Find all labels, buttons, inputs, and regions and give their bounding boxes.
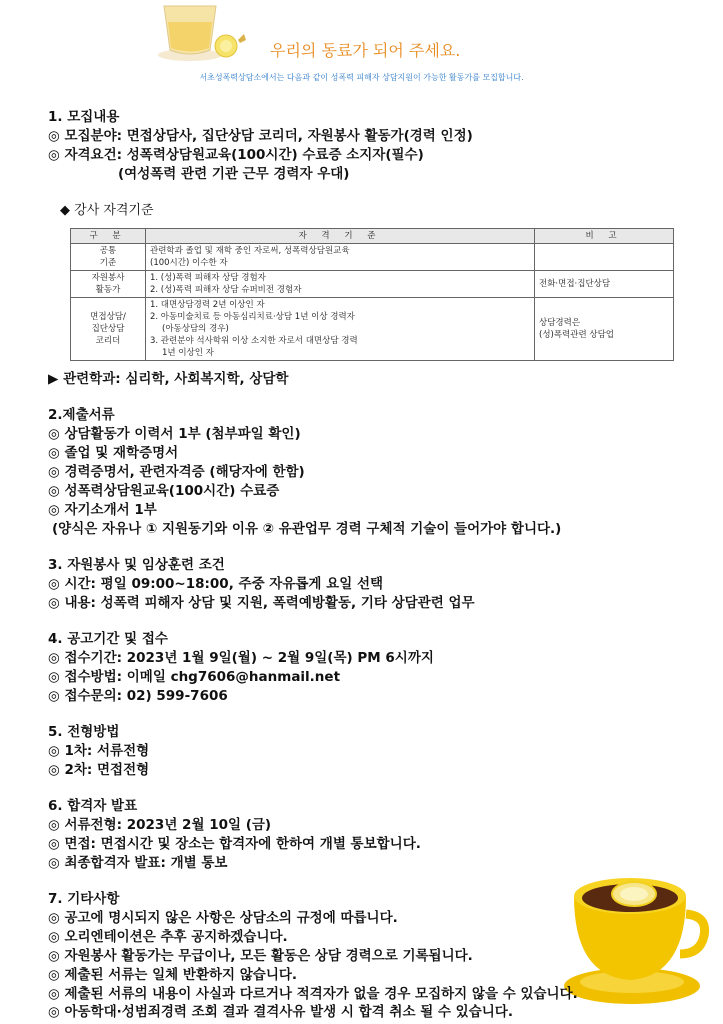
list-item: ◎ 공고에 명시되지 않은 사항은 상담소의 규정에 따릅니다. <box>48 910 398 926</box>
list-item: ◎ 접수기간: 2023년 1월 9일(월) ~ 2월 9일(목) PM 6시까지 <box>48 650 434 666</box>
section-3-heading: 3. 자원봉사 및 임상훈련 조건 <box>48 557 225 573</box>
table-row <box>71 244 674 271</box>
list-item: ◎ 접수문의: 02) 599-7606 <box>48 688 228 704</box>
list-item: ◎ 오리엔테이션은 추후 공지하겠습니다. <box>48 929 288 945</box>
recruit-field: ◎ 모집분야: 면접상담사, 집단상담 코리더, 자원봉사 활동가(경력 인정) <box>48 128 473 144</box>
table-header-note: 비 고 <box>535 229 674 244</box>
page-title: 우리의 동료가 되어 주세요. <box>270 41 461 60</box>
list-item: ◎ 접수방법: 이메일 chg7606@hanmail.net <box>48 669 341 685</box>
qualification: ◎ 자격요건: 성폭력상담원교육(100시간) 수료증 소지자(필수) <box>48 147 424 163</box>
list-item: ◎ 경력증명서, 관련자격증 (해당자에 한함) <box>48 464 305 480</box>
table-cell-category: 공통 기준 <box>71 244 146 271</box>
section-1-heading: 1. 모집내용 <box>48 109 120 125</box>
list-item: ◎ 서류전형: 2023년 2월 10일 (금) <box>48 817 272 833</box>
list-item: ◎ 제출된 서류는 일체 반환하지 않습니다. <box>48 967 298 983</box>
list-item: ◎ 1차: 서류전형 <box>48 743 150 759</box>
list-item: ◎ 자원봉사 활동가는 무급이나, 모든 활동은 상담 경력으로 기록됩니다. <box>48 948 473 964</box>
list-item: ◎ 아동학대·성범죄경력 조회 결과 결격사유 발생 시 합격 취소 될 수 있습니다. <box>48 1004 513 1020</box>
table-cell-note: 전화·면접·집단상담 <box>535 271 674 298</box>
table-cell-note <box>535 244 674 271</box>
list-item: ◎ 상담활동가 이력서 1부 (첨부파일 확인) <box>48 426 301 442</box>
list-item: ◎ 2차: 면접전형 <box>48 762 150 778</box>
criteria-table <box>70 228 674 361</box>
table-cell-category: 면접상담/ 집단상담 코리더 <box>71 298 146 361</box>
section-7-heading: 7. 기타사항 <box>48 891 120 907</box>
tea-cup-illustration <box>560 858 710 1008</box>
list-item: ◎ 제출된 서류의 내용이 사실과 다르거나 적격자가 없을 경우 모집하지 않을 수 있습니다. <box>48 986 578 1002</box>
list-item: ◎ 자기소개서 1부 <box>48 502 157 518</box>
criteria-heading: ◆ 강사 자격기준 <box>60 203 154 218</box>
table-cell-criteria: 1. (성)폭력 피해자 상담 경험자 2. (성)폭력 피해자 상담 슈퍼비전 경험자 <box>146 271 535 298</box>
section-6-heading: 6. 합격자 발표 <box>48 798 138 814</box>
table-cell-note: 상담경력은 (성)폭력관련 상담업 <box>535 298 674 361</box>
list-item: ◎ 내용: 성폭력 피해자 상담 및 지원, 폭력예방활동, 기타 상담관련 업무 <box>48 595 475 611</box>
page-subtitle: 서초성폭력상담소에서는 다음과 같이 성폭력 피해자 상담지원이 가능한 활동가를 모집합니다. <box>199 73 524 82</box>
self-intro-note: (양식은 자유나 ① 지원동기와 이유 ② 유관업무 경력 구체적 기술이 들어가야 합니다.) <box>52 521 562 537</box>
preference: (여성폭력 관련 기관 근무 경력자 우대) <box>118 166 350 182</box>
tea-glass-illustration <box>150 0 250 62</box>
section-2-heading: 2.제출서류 <box>48 407 115 423</box>
section-5-heading: 5. 전형방법 <box>48 724 120 740</box>
table-cell-criteria: 1. 대면상담경력 2년 이상인 자 2. 아동미술치료 등 아동심리치료·상담 1년 이상 경력자 (아동상담의 경우) 3. 관련분야 석사학위 이상 소지한 자로서 대면상담 경력 1년 이상인 자 <box>146 298 535 361</box>
related-majors: ▶ 관련학과: 심리학, 사회복지학, 상담학 <box>48 371 289 387</box>
list-item: ◎ 성폭력상담원교육(100시간) 수료증 <box>48 483 280 499</box>
list-item: ◎ 시간: 평일 09:00~18:00, 주중 자유롭게 요일 선택 <box>48 576 384 592</box>
table-cell-category: 자원봉사 활동가 <box>71 271 146 298</box>
table-header-criteria: 자 격 기 준 <box>146 229 535 244</box>
table-row <box>71 271 674 298</box>
list-item: ◎ 졸업 및 재학증명서 <box>48 445 179 461</box>
section-4-heading: 4. 공고기간 및 접수 <box>48 631 168 647</box>
table-row <box>71 298 674 361</box>
table-cell-criteria: 관련학과 졸업 및 재학 중인 자로써, 성폭력상담원교육 (100시간) 이수한 자 <box>146 244 535 271</box>
table-header-category: 구 분 <box>71 229 146 244</box>
list-item: ◎ 최종합격자 발표: 개별 통보 <box>48 855 228 871</box>
list-item: ◎ 면접: 면접시간 및 장소는 합격자에 한하여 개별 통보합니다. <box>48 836 421 852</box>
